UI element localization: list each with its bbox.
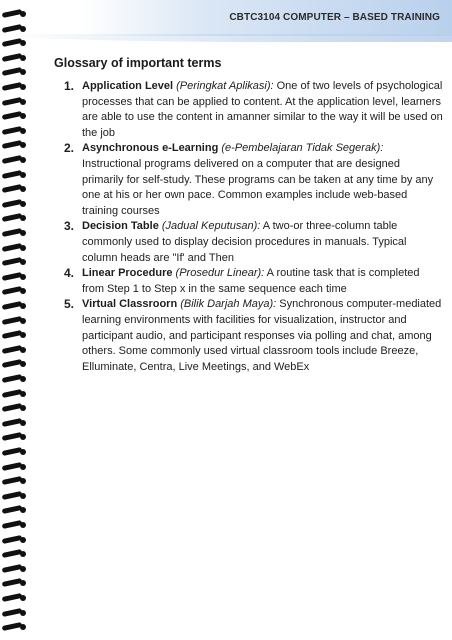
spiral-coil <box>2 360 28 368</box>
spiral-binding <box>0 0 30 640</box>
term-definition: A routine task that is completed from Step 1 to Step x in the same sequence each time <box>82 267 420 295</box>
item-number: 2. <box>64 141 75 156</box>
spiral-coil <box>2 214 28 222</box>
spiral-coil <box>2 609 28 617</box>
spiral-coil <box>2 346 28 354</box>
item-number: 1. <box>64 79 75 93</box>
spiral-coil <box>2 594 28 602</box>
spiral-coil <box>2 565 28 573</box>
spiral-coil <box>2 506 28 514</box>
term-name: Linear Procedure <box>82 267 173 280</box>
term-name: Decision Table <box>82 220 159 233</box>
term-name: Application Level <box>82 80 174 92</box>
spiral-coil <box>2 10 28 18</box>
glossary-heading: Glossary of important terms <box>54 56 222 70</box>
spiral-coil <box>2 331 28 339</box>
spiral-coil <box>2 550 28 558</box>
term-name: Asynchronous e-Learning <box>82 142 219 155</box>
spiral-coil <box>2 244 28 252</box>
spiral-coil <box>2 98 28 106</box>
spiral-coil <box>2 39 28 47</box>
item-number: 5. <box>64 297 75 312</box>
spiral-coil <box>2 200 28 208</box>
term-translation: (e-Pembelajaran Tidak Segerak): <box>221 142 384 155</box>
spiral-coil <box>2 258 28 266</box>
term-translation: (Bilik Darjah Maya): <box>180 298 277 311</box>
glossary-item <box>54 141 444 219</box>
spiral-coil <box>2 156 28 164</box>
spiral-coil <box>2 141 28 149</box>
spiral-coil <box>2 273 28 281</box>
term-translation: (Jadual Keputusan): <box>161 220 261 233</box>
glossary-section <box>54 56 444 375</box>
spiral-coil <box>2 68 28 76</box>
header-title: CBTC3104 COMPUTER – BASED TRAINING <box>229 12 440 23</box>
spiral-coil <box>2 112 28 120</box>
spiral-coil <box>2 536 28 544</box>
spiral-coil <box>2 54 28 62</box>
glossary-item <box>54 219 444 266</box>
spiral-coil <box>2 317 28 325</box>
spiral-coil <box>2 404 28 412</box>
spiral-coil <box>2 287 28 295</box>
term-definition: A two-or three-column table commonly used to display decision procedures in manuals. Typical column heads are "If' and Then <box>82 220 407 264</box>
spiral-coil <box>2 419 28 427</box>
term-translation: (Prosedur Linear): <box>175 267 265 280</box>
spiral-coil <box>2 492 28 500</box>
spiral-coil <box>2 127 28 135</box>
spiral-coil <box>2 25 28 33</box>
term-definition: Instructional programs delivered on a computer that are designed primarily for self-study. These programs can be taken at any time by any one at his or her own pace. Common examples include web-based training courses <box>82 157 434 217</box>
header-band <box>0 0 452 36</box>
spiral-coil <box>2 375 28 383</box>
term-name: Virtual Classroorn <box>82 298 178 311</box>
item-number: 4. <box>64 266 75 281</box>
spiral-coil <box>2 229 28 237</box>
glossary-item <box>54 266 444 297</box>
glossary-item <box>54 297 444 375</box>
spiral-coil <box>2 302 28 310</box>
spiral-coil <box>2 171 28 179</box>
spiral-coil <box>2 477 28 485</box>
term-definition: One of two levels of psychological processes that can be applied to content. At the application level, learners are able to use the content in amanner similar to the way it will be used on the job <box>82 80 443 139</box>
spiral-coil <box>2 623 28 631</box>
spiral-coil <box>2 463 28 471</box>
term-translation: (Peringkat Aplikasi): <box>176 80 274 92</box>
spiral-coil <box>2 579 28 587</box>
term-definition: Synchronous computer-mediated learning environments with facilities for visualization, instructor and participant audio, and participant responses via polling and chat, among others. Some commonly used virtual classroom tools include Breeze, Elluminate, Centra, Live Meetings, and WebEx <box>82 298 442 373</box>
spiral-coil <box>2 390 28 398</box>
spiral-coil <box>2 521 28 529</box>
spiral-coil <box>2 433 28 441</box>
spiral-coil <box>2 448 28 456</box>
glossary-item <box>54 79 444 141</box>
item-number: 3. <box>64 219 75 234</box>
glossary-list <box>54 79 444 375</box>
spiral-coil <box>2 83 28 91</box>
spiral-coil <box>2 185 28 193</box>
